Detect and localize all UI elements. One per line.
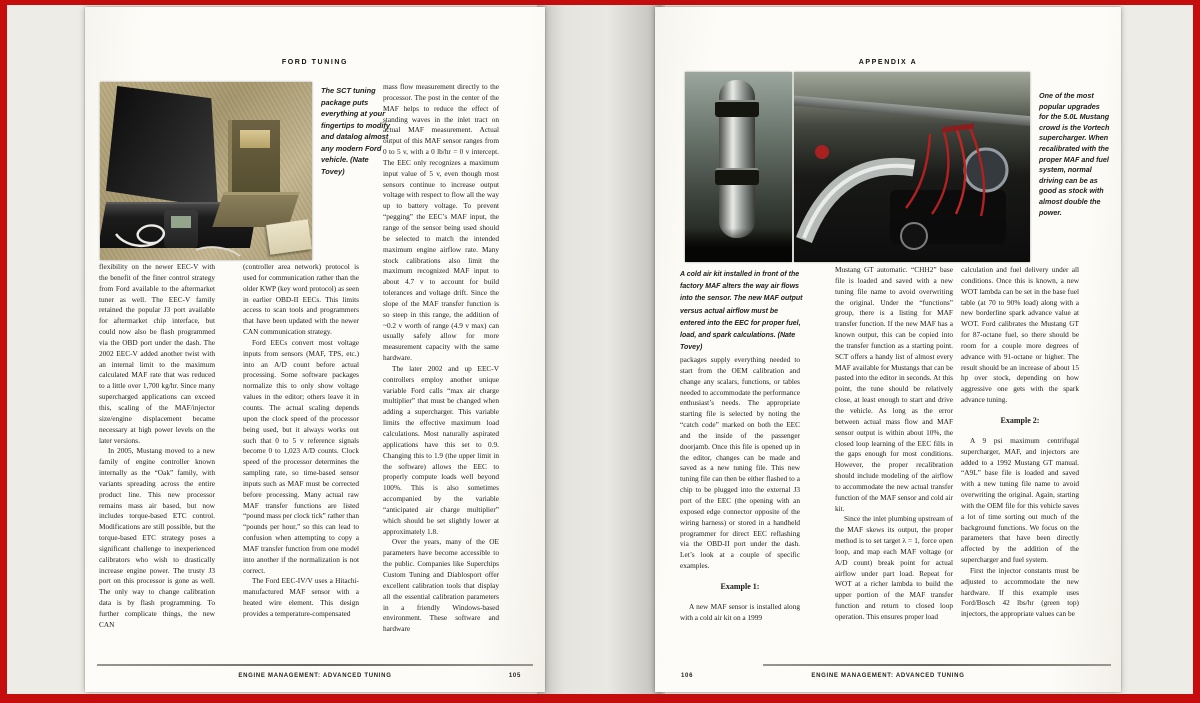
engine-bay-photo bbox=[794, 72, 1030, 262]
page-number: 106 bbox=[681, 673, 694, 679]
paragraph: (controller area network) protocol is used for communication rather than the older KWP (key word protocol) as seen in earlier OBD-II EECs. This limits access to scan tools and programmers that have been updated with the newer CAN communication strategy. bbox=[243, 262, 359, 337]
running-head-right: APPENDIX A bbox=[858, 59, 918, 66]
example-1-heading: Example 1: bbox=[720, 581, 760, 591]
page-number: 105 bbox=[508, 673, 521, 679]
cold-air-kit-photo bbox=[685, 72, 792, 262]
paragraph: The later 2002 and up EEC-V controllers employ another unique variable Ford calls “max air charge multiplier” that must be changed when adding a supercharger. This variable limits the effective maximum load calculations. Most naturally aspirated applications have this set to 0.9. Changing this to 1.9 (the upper limit in the software) allows the EEC to properly compute loads well beyond 100%. This is also sometimes accompanied by the variable “anticipated air charge multiplier” which should be set slightly lower at approximately 1.8. bbox=[383, 363, 499, 536]
paragraph: Over the years, many of the OE parameters have become accessible to the public. Companies like Superchips Custom Tuning and Diablosport offer excellent calibration tools that display all the essential calibration parameters in a friendly Windows-based environment. These software and hardware bbox=[383, 537, 499, 634]
footer-rule bbox=[97, 664, 533, 666]
engine-drawing bbox=[794, 72, 1030, 262]
running-head-left: FORD TUNING bbox=[281, 59, 349, 66]
footer-right bbox=[667, 673, 1109, 685]
book-gutter-shadow bbox=[537, 5, 665, 694]
rubber-coupler bbox=[715, 168, 759, 185]
footer-rule bbox=[763, 664, 1111, 666]
text-column-left-3 bbox=[383, 82, 499, 664]
text-column-right-3 bbox=[961, 265, 1079, 665]
footer-left bbox=[97, 673, 533, 685]
example-2-heading: Example 2: bbox=[1000, 415, 1040, 425]
paragraph: calculation and fuel delivery under all conditions. Once this is known, a new WOT lambda can be set in the base fuel table (at 70 to 90% load) along with a new borderline spark advance value at WOT. Ford calibrates the Mustang GT for 87-octane fuel, so there should be room for a couple more degrees of advance with 91-octane or higher. The result should be an increase of about 15 hp over stock, depending on how aggressive one gets with the spark advance tuning. bbox=[961, 265, 1079, 405]
footer-title: ENGINE MANAGEMENT: ADVANCED TUNING bbox=[811, 673, 965, 679]
scan-backdrop bbox=[7, 5, 1193, 694]
paragraph: First the injector constants must be adjusted to accommodate the new hardware. If this example uses Ford/Bosch 42 lbs/hr (green top) injectors, the appropriate values can be bbox=[961, 565, 1079, 619]
photo-caption-left: The SCT tuning package puts everything at your fingertips to modify and datalog almost any modern Ford vehicle. (Nate Tovey) bbox=[321, 86, 390, 176]
paragraph: Mustang GT automatic. “CHH2” base file is loaded and saved with a new tuning file name to avoid overwriting the original. Under the “functions” group, there is a listing for MAF transfer function. If the new MAF has a known output, this can be copied into the transfer function as a starting point. SCT offers a handy list of almost every MAF available for Mustangs that can be pasted into the editor in seconds. At this point, the tune should be relatively close, at least enough to start and drive the vehicle. As long as the error between actual mass flow and MAF sensor output is within about 10%, the closed loop learning of the EEC fills in the gaps enough for most conditions. However, the proper recalibration should include modeling of the airflow to accommodate the new actual transfer function of the MAF sensor and cold air kit. bbox=[835, 265, 953, 513]
sct-tuning-kit-photo bbox=[100, 82, 312, 260]
text-column-right-2 bbox=[835, 265, 953, 665]
paragraph: packages supply everything needed to start from the OEM calibration and change any scalars, functions, or tables needed to accommodate the performance enthusiast’s needs. The appropriate starting file is selected by noting the “catch code” marked on both the EEC and the inside of the passenger doorjamb. Once this file is opened up in the editor, changes can be made and saved as a new tuning file. This new tuning file can then be either flashed to a chip to be plugged into the external J3 port of the EEC (the opening with an exposed edge connector opposite of the wiring harness) or stored in a handheld programmer for direct EEC reflashing via the OBD-II port under the dash. Let’s look at a couple of specific examples. bbox=[680, 355, 800, 571]
text-column-left-1 bbox=[99, 262, 215, 664]
cable-drawing bbox=[100, 82, 312, 260]
paragraph: Ford EECs convert most voltage inputs from sensors (MAF, TPS, etc.) into an A/D count before actual processing. Some software packages normalize this to only show voltage values in the editor; others leave it in counts. The actual scaling depends upon the clock speed of the processor being used, but it always works out such that 0 to 5 v reference signals become 0 to 1,023 A/D counts. Clock speed of the processor determines the sampling rate, so time-based sensor inputs such as MAF must be corrected before processing. Many actual raw MAF transfer functions are listed “pound mass per clock tick” rather than “pounds per hour,” so this can lead to confusion when attempting to copy a MAF transfer function from one model into another if the normalization is not correct. bbox=[243, 337, 359, 575]
paragraph: mass flow measurement directly to the processor. The post in the center of the MAF helps to reduce the effect of standing waves in the inlet tract on actual MAF measurement. Actual output of this MAF sensor ranges from 0 to 5 v, with a 0 lb/hr = 0 v intercept. The EEC only recognizes a maximum input value of 5 v, even though most sensors continue to increase output voltage with respect to flow all the way up to battery voltage. To prevent “pegging” the EEC’s MAF input, the range of the sensor being used should be selected to match the intended maximum engine airflow rate. Many stock calibrations also limit the maximum recognized MAF input to about 4.7 v to account for build tolerances and voltage drift. Since the slope of the MAF transfer function is so steep in this range, the addition of ~0.2 v worth of range (4.9 v max) can usually safely allow for more measurement capacity with the same hardware. bbox=[383, 82, 499, 363]
paragraph: A 9 psi maximum centrifugal supercharger, MAF, and injectors are added to a 1992 Mustang GT manual. “A9L” base file is loaded and saved with a new tuning file name to avoid overwriting the original. Again, starting with the OEM file for this vehicle saves a lot of time sorting out much of the background functions. We focus on the parameters that have been directly affected by the addition of the supercharger and fuel system. bbox=[961, 435, 1079, 565]
paragraph: Since the inlet plumbing upstream of the MAF skews its output, the proper method is to set target λ = 1, force open loop, and map each MAF voltage (or A/D count) break point for actual airflow under part load. Repeat for WOT at a richer lambda to build the upper portion of the MAF transfer function and return to closed loop operation. This ensures proper load bbox=[835, 514, 953, 621]
paragraph: flexibility on the newer EEC-V with the benefit of the finer control strategy from Ford available to the aftermarket tuner as well. The EEC-V family retained the popular J3 port available for aftermarket chip interface, but could now also be flash programmed via the OBD port under the dash. The 2002 EEC-V added another twist with an internal limit to the maximum calculated MAF rate that was reduced to a little over 1,700 kg/hr. Since many supercharged applications can exceed this, scaling of the MAF/injector size/engine displacement became necessary at high power levels on the later versions. bbox=[99, 262, 215, 445]
paragraph: The Ford EEC-IV/V uses a Hitachi-manufactured MAF sensor with a heated wire element. This design provides a temperature-compensated bbox=[243, 576, 359, 618]
paragraph: In 2005, Mustang moved to a new family of engine controller known internally as the “Oak” family, with variants spreading across the entire product line. This new processor remains mass air based, but now includes torque-based ETC control. Modifications are still possible, but the torque-based ETC strategy poses a significant challenge to inexperienced calibrators who wish to drastically increase engine power. The trusty J3 port on this processor is gone as well. The only way to change calibration data is by flash programming. To further complicate things, the new CAN bbox=[99, 446, 215, 629]
text-column-right-1 bbox=[680, 355, 800, 665]
footer-title: ENGINE MANAGEMENT: ADVANCED TUNING bbox=[238, 673, 392, 679]
right-page bbox=[655, 7, 1121, 692]
photo-caption-side: One of the most popular upgrades for the 5.0L Mustang crowd is the Vortech supercharger. When recalibrated with the proper MAF and fuel system, normal driving can be as good as stock with almost double the power. bbox=[1039, 91, 1110, 217]
text-column-left-2 bbox=[243, 262, 359, 664]
photo-caption-below: A cold air kit installed in front of the factory MAF alters the way air flows into the sensor. The new MAF output versus actual airflow must be entered into the EEC for proper fuel, load, and spark calculations. (Nate Tovey) bbox=[680, 271, 803, 352]
rubber-coupler bbox=[715, 100, 759, 117]
left-page bbox=[85, 7, 545, 692]
fender-shadow bbox=[685, 228, 792, 262]
paragraph: A new MAF sensor is installed along with a cold air kit on a 1999 bbox=[680, 601, 800, 622]
